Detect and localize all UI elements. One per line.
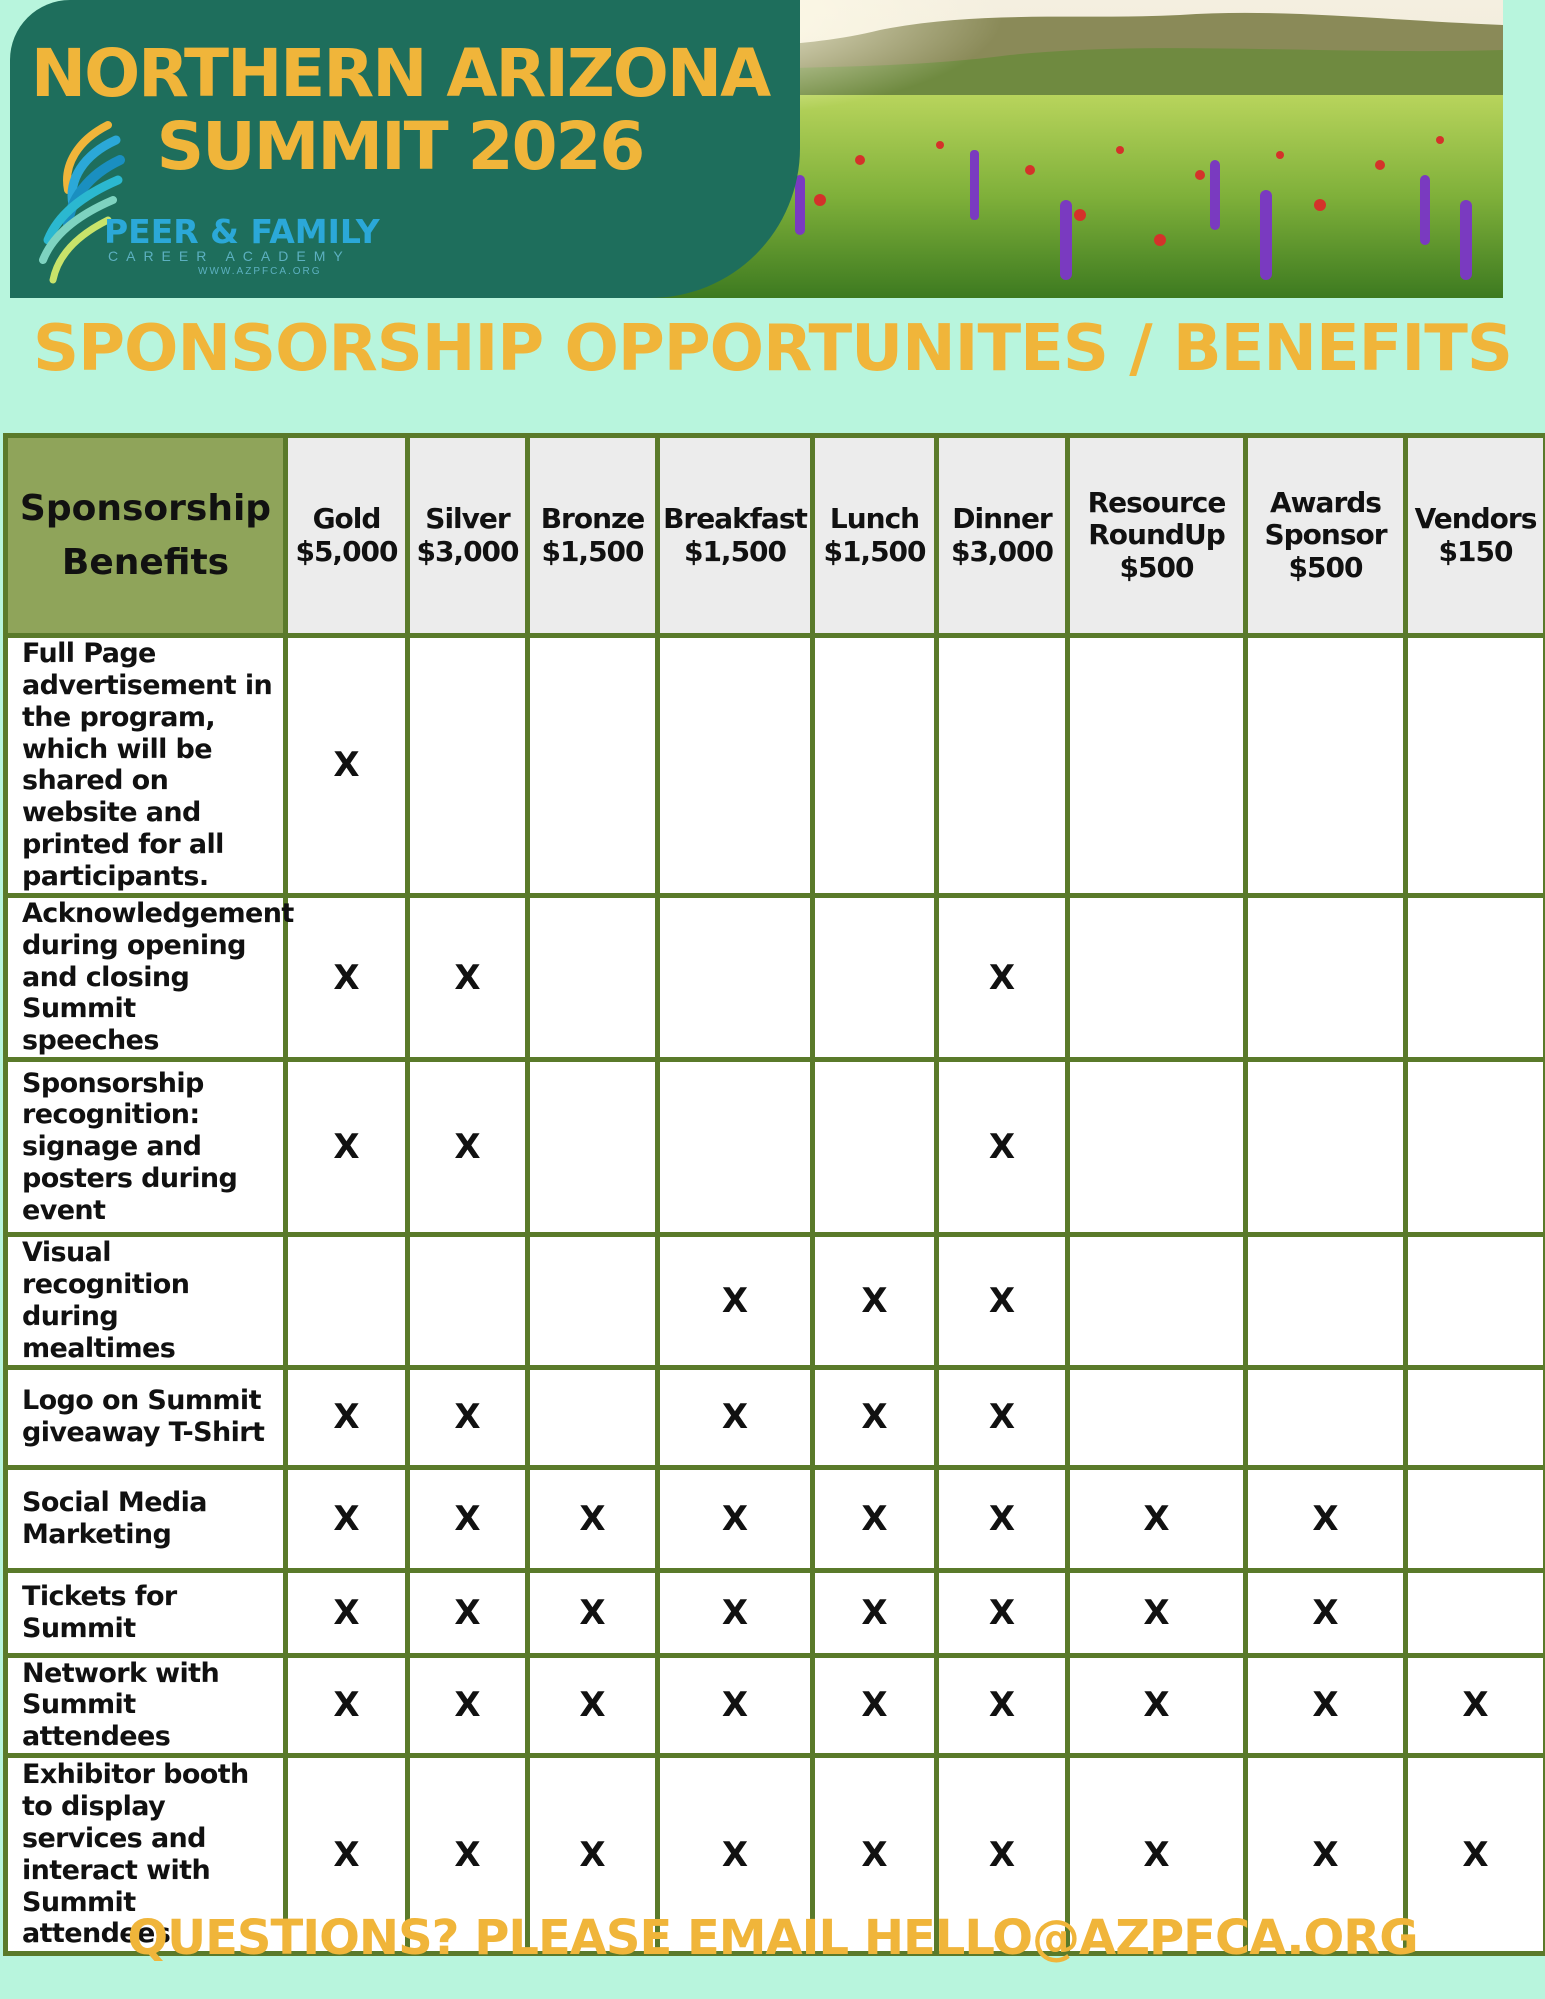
benefit-mark: X bbox=[813, 1756, 937, 1954]
header bbox=[0, 0, 1545, 298]
table-row bbox=[6, 895, 1545, 1059]
tier-name: Dinner bbox=[952, 502, 1052, 536]
benefit-mark bbox=[1068, 1235, 1246, 1367]
benefit-mark: X bbox=[658, 1367, 813, 1467]
tier-price: $500 bbox=[1119, 550, 1194, 584]
logo bbox=[38, 120, 378, 290]
benefit-mark: X bbox=[286, 1570, 408, 1655]
benefit-mark: X bbox=[1246, 1655, 1406, 1756]
tier-price: $150 bbox=[1438, 534, 1513, 568]
benefit-mark: X bbox=[937, 1367, 1068, 1467]
table-header-row bbox=[6, 436, 1545, 636]
benefit-mark bbox=[937, 636, 1068, 896]
contact-footer: QUESTIONS? PLEASE EMAIL HELLO@AZPFCA.ORG bbox=[127, 1910, 1418, 1966]
tier-name: Awards Sponsor bbox=[1264, 486, 1387, 552]
benefit-mark: X bbox=[408, 1756, 528, 1954]
benefit-mark: X bbox=[658, 1235, 813, 1367]
tier-header bbox=[658, 436, 813, 636]
benefit-mark: X bbox=[286, 1756, 408, 1954]
benefit-mark bbox=[1406, 1467, 1545, 1570]
benefit-mark: X bbox=[658, 1756, 813, 1954]
benefit-mark: X bbox=[937, 1655, 1068, 1756]
table-body bbox=[6, 636, 1545, 1954]
tier-name: Bronze bbox=[540, 502, 645, 536]
benefit-label: Logo on Summit giveaway T-Shirt bbox=[6, 1367, 286, 1467]
benefit-label: Visual recognition during mealtimes bbox=[6, 1235, 286, 1367]
benefit-mark bbox=[1068, 1367, 1246, 1467]
benefit-mark: X bbox=[813, 1467, 937, 1570]
corner-header bbox=[6, 436, 286, 636]
tier-price: $3,000 bbox=[950, 534, 1054, 568]
benefit-mark bbox=[1068, 636, 1246, 896]
benefit-mark: X bbox=[1246, 1570, 1406, 1655]
benefit-mark: X bbox=[286, 1367, 408, 1467]
tier-header bbox=[1246, 436, 1406, 636]
tier-name: Gold bbox=[312, 502, 381, 536]
tier-header bbox=[1068, 436, 1246, 636]
tier-price: $1,500 bbox=[823, 534, 926, 568]
tier-name: Lunch bbox=[829, 502, 920, 536]
tier-header bbox=[408, 436, 528, 636]
benefit-mark bbox=[1068, 1060, 1246, 1235]
feather-swoosh-icon bbox=[38, 120, 128, 290]
table-row bbox=[6, 636, 1545, 896]
benefit-mark bbox=[1406, 636, 1545, 896]
table-row bbox=[6, 1235, 1545, 1367]
benefit-mark: X bbox=[813, 1655, 937, 1756]
benefit-mark bbox=[1246, 1060, 1406, 1235]
benefit-mark: X bbox=[286, 636, 408, 896]
benefit-mark bbox=[286, 1235, 408, 1367]
benefit-mark: X bbox=[658, 1467, 813, 1570]
benefit-mark: X bbox=[408, 1060, 528, 1235]
benefit-mark: X bbox=[1246, 1756, 1406, 1954]
benefit-mark: X bbox=[408, 1367, 528, 1467]
benefit-mark: X bbox=[937, 1060, 1068, 1235]
table-row bbox=[6, 1655, 1545, 1756]
benefit-mark: X bbox=[658, 1655, 813, 1756]
benefit-mark: X bbox=[528, 1655, 658, 1756]
benefit-label: Network with Summit attendees bbox=[6, 1655, 286, 1756]
benefit-mark bbox=[528, 1060, 658, 1235]
benefit-mark bbox=[658, 895, 813, 1059]
benefit-mark bbox=[1406, 1570, 1545, 1655]
logo-subtitle: CAREER ACADEMY bbox=[108, 248, 351, 264]
benefit-mark: X bbox=[528, 1570, 658, 1655]
tier-header bbox=[528, 436, 658, 636]
sponsorship-table bbox=[3, 433, 1543, 1956]
title-line-2: SUMMIT 2026 bbox=[156, 107, 644, 185]
tier-name: Breakfast bbox=[663, 502, 807, 536]
benefit-mark: X bbox=[937, 1756, 1068, 1954]
benefit-mark: X bbox=[528, 1756, 658, 1954]
benefit-mark: X bbox=[286, 1060, 408, 1235]
benefit-mark: X bbox=[408, 1655, 528, 1756]
corner-line-2: Benefits bbox=[61, 541, 230, 583]
benefit-mark bbox=[1246, 1235, 1406, 1367]
benefit-mark bbox=[658, 636, 813, 896]
tier-price: $5,000 bbox=[295, 534, 398, 568]
benefit-mark: X bbox=[813, 1570, 937, 1655]
benefit-mark bbox=[1246, 1367, 1406, 1467]
benefit-mark bbox=[408, 636, 528, 896]
benefit-mark bbox=[528, 895, 658, 1059]
benefit-mark bbox=[1246, 895, 1406, 1059]
logo-name: PEER & FAMILY bbox=[104, 212, 380, 251]
benefit-label: Tickets for Summit bbox=[6, 1570, 286, 1655]
table-row bbox=[6, 1570, 1545, 1655]
tier-name: Vendors bbox=[1414, 502, 1537, 536]
benefit-mark: X bbox=[286, 1655, 408, 1756]
benefit-mark: X bbox=[286, 895, 408, 1059]
benefit-mark: X bbox=[1068, 1756, 1246, 1954]
benefit-mark bbox=[1068, 895, 1246, 1059]
tier-name: Silver bbox=[425, 502, 510, 536]
benefit-mark: X bbox=[937, 1570, 1068, 1655]
table-row bbox=[6, 1060, 1545, 1235]
title-line-1: NORTHERN ARIZONA bbox=[30, 35, 770, 112]
benefit-mark bbox=[1406, 1060, 1545, 1235]
tier-price: $1,500 bbox=[541, 534, 644, 568]
benefit-mark: X bbox=[937, 895, 1068, 1059]
benefit-mark bbox=[813, 1060, 937, 1235]
tier-header bbox=[1406, 436, 1545, 636]
benefit-mark bbox=[528, 1367, 658, 1467]
table-row bbox=[6, 1367, 1545, 1467]
tier-header bbox=[937, 436, 1068, 636]
benefit-mark: X bbox=[528, 1467, 658, 1570]
tier-price: $500 bbox=[1288, 550, 1363, 584]
benefit-mark: X bbox=[1406, 1756, 1545, 1954]
benefit-mark: X bbox=[408, 1467, 528, 1570]
benefit-mark: X bbox=[937, 1467, 1068, 1570]
benefit-mark: X bbox=[408, 1570, 528, 1655]
benefit-label: Full Page advertisement in the program, which will be shared on website and printed for all participants. bbox=[6, 636, 286, 896]
benefit-mark: X bbox=[1246, 1467, 1406, 1570]
benefit-label: Sponsorship recognition: signage and posters during event bbox=[6, 1060, 286, 1235]
tier-price: $1,500 bbox=[683, 534, 787, 568]
benefit-mark: X bbox=[1068, 1467, 1246, 1570]
benefit-mark bbox=[528, 636, 658, 896]
benefit-label: Social Media Marketing bbox=[6, 1467, 286, 1570]
benefit-mark bbox=[1406, 895, 1545, 1059]
benefit-mark bbox=[813, 636, 937, 896]
tier-header bbox=[286, 436, 408, 636]
benefit-mark: X bbox=[813, 1367, 937, 1467]
table-row bbox=[6, 1467, 1545, 1570]
tier-name: Resource RoundUp bbox=[1087, 486, 1226, 552]
benefit-mark: X bbox=[286, 1467, 408, 1570]
benefit-mark: X bbox=[813, 1235, 937, 1367]
corner-line-1: Sponsorship bbox=[19, 487, 272, 529]
benefit-mark bbox=[528, 1235, 658, 1367]
benefit-mark bbox=[408, 1235, 528, 1367]
benefit-mark bbox=[813, 895, 937, 1059]
benefit-mark: X bbox=[1406, 1655, 1545, 1756]
benefit-mark bbox=[1406, 1367, 1545, 1467]
tier-header bbox=[813, 436, 937, 636]
benefit-mark: X bbox=[658, 1570, 813, 1655]
benefit-mark: X bbox=[408, 895, 528, 1059]
benefit-mark: X bbox=[937, 1235, 1068, 1367]
benefit-label: Exhibitor booth to display services and interact with Summit attendees bbox=[6, 1756, 286, 1954]
benefit-mark bbox=[658, 1060, 813, 1235]
tier-price: $3,000 bbox=[416, 534, 519, 568]
benefit-label: Acknowledgement during opening and closing Summit speeches bbox=[6, 895, 286, 1059]
benefit-mark bbox=[1246, 636, 1406, 896]
page-subtitle: SPONSORSHIP OPPORTUNITES / BENEFITS bbox=[33, 312, 1512, 386]
benefit-mark: X bbox=[1068, 1655, 1246, 1756]
benefit-mark bbox=[1406, 1235, 1545, 1367]
benefit-mark: X bbox=[1068, 1570, 1246, 1655]
logo-url: WWW.AZPFCA.ORG bbox=[198, 266, 322, 277]
